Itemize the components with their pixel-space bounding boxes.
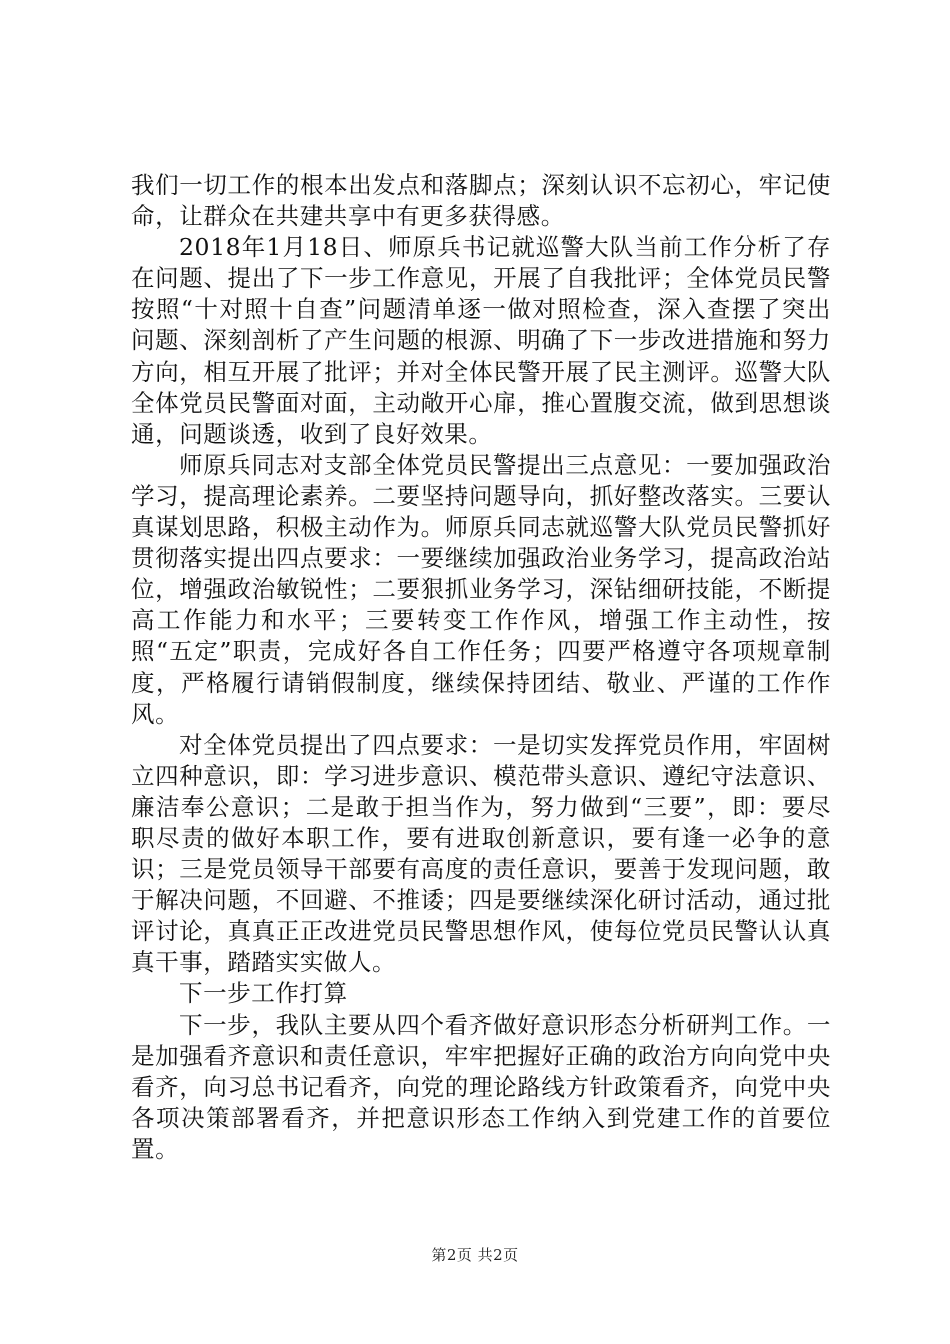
paragraph-next-steps: 下一步，我队主要从四个看齐做好意识形态分析研判工作。一是加强看齐意识和责任意识，牢牢把握好正确的政治方向向党中央看齐，向习总书记看齐，向党的理论路线方针政策看齐，向党中央各项决策部署看齐，并把意识形态工作纳入到党建工作的首要位置。 [131, 1010, 831, 1163]
section-heading: 下一步工作打算 [179, 979, 348, 1008]
document-body [131, 170, 831, 1165]
paragraph-review-meeting: 2018年1月18日、师原兵书记就巡警大队当前工作分析了存在问题、提出了下一步工作意见，开展了自我批评；全体党员民警按照“十对照十自查”问题清单逐一做对照检查，深入查摆了突出问题、深刻剖析了产生问题的根源、明确了下一步改进措施和努力方向，相互开展了批评；并对全体民警开展了民主测评。巡警大队全体党员民警面对面，主动敞开心扉，推心置腹交流，做到思想谈通，问题谈透，收到了良好效果。 [131, 233, 831, 448]
paragraph-continuation: 我们一切工作的根本出发点和落脚点；深刻认识不忘初心，牢记使命，让群众在共建共享中有更多获得感。 [131, 171, 831, 231]
paragraph-four-requirements: 对全体党员提出了四点要求：一是切实发挥党员作用，牢固树立四种意识，即：学习进步意识、模范带头意识、遵纪守法意识、廉洁奉公意识；二是敢于担当作为，努力做到“三要”，即：要尽职尽责的做好本职工作，要有进取创新意识，要有逢一必争的意识；三是党员领导干部要有高度的责任意识，要善于发现问题，敢于解决问题，不回避、不推诿；四是要继续深化研讨活动，通过批评讨论，真真正正改进党员民警思想作风，使每位党员民警认认真真干事，踏踏实实做人。 [131, 730, 831, 977]
page-footer: 第2页 共2页 [431, 1246, 519, 1264]
paragraph-three-opinions: 师原兵同志对支部全体党员民警提出三点意见：一要加强政治学习，提高理论素养。二要坚持问题导向，抓好整改落实。三要认真谋划思路，积极主动作为。师原兵同志就巡警大队党员民警抓好贯彻落实提出四点要求：一要继续加强政治业务学习，提高政治站位，增强政治敏锐性；二要狠抓业务学习，深钻细研技能，不断提高工作能力和水平；三要转变工作作风，增强工作主动性，按照“五定”职责，完成好各自工作任务；四要严格遵守各项规章制度，严格履行请销假制度，继续保持团结、敬业、严谨的工作作风。 [131, 450, 831, 728]
